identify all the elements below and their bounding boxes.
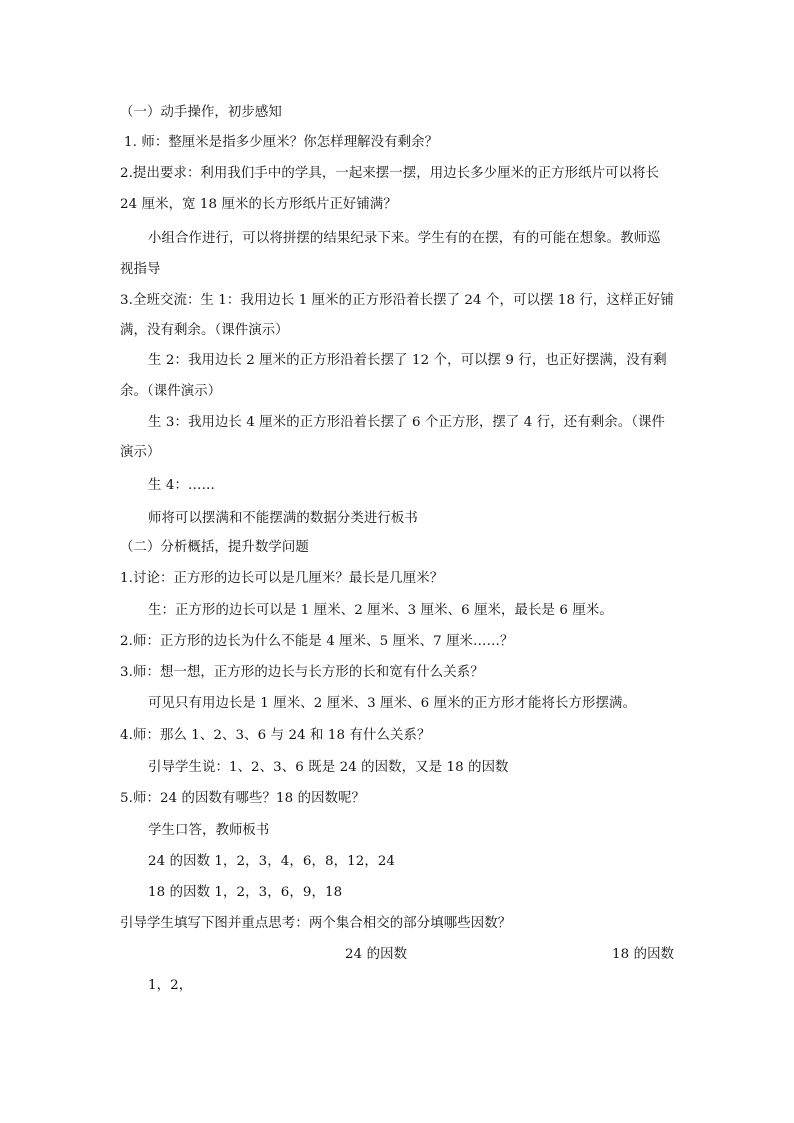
paragraph-line: 演示） xyxy=(120,445,161,460)
paragraph-line: 引导学生填写下图并重点思考：两个集合相交的部分填哪些因数？ xyxy=(120,916,512,931)
paragraph-line: 2.师：正方形的边长为什么不能是 4 厘米、5 厘米、7 厘米……？ xyxy=(120,634,514,649)
paragraph-line: 小组合作进行，可以将拼摆的结果纪录下来。学生有的在摆，有的可能在想象。教师巡 xyxy=(148,231,661,246)
paragraph-line: 2.提出要求：利用我们手中的学具，一起来摆一摆，用边长多少厘米的正方形纸片可以将长 xyxy=(120,166,660,181)
factors-24-line: 24 的因数 1，2，3，4，6，8，12，24 xyxy=(148,854,396,869)
paragraph-line: 引导学生说：1、2、3、6 既是 24 的因数，又是 18 的因数 xyxy=(148,760,509,775)
set-label-18: 18 的因数 xyxy=(612,947,675,962)
paragraph-line: 生 2：我用边长 2 厘米的正方形沿着长摆了 12 个，可以摆 9 行，也正好摆满，没有剩 xyxy=(148,353,667,368)
set-label-24: 24 的因数 xyxy=(345,947,408,962)
paragraph-line: 满，没有剩余。（课件演示） xyxy=(120,323,289,338)
paragraph-line: 视指导 xyxy=(120,262,161,277)
section-heading-2: （二）分析概括，提升数学问题 xyxy=(120,540,309,555)
paragraph-line: 生 4：…… xyxy=(148,478,215,493)
section-heading-1: （一）动手操作，初步感知 xyxy=(120,105,282,120)
paragraph-line: 师将可以摆满和不能摆满的数据分类进行板书 xyxy=(148,511,418,526)
paragraph-line: 余。（课件演示） xyxy=(120,384,222,399)
paragraph-line: 学生口答，教师板书 xyxy=(148,823,270,838)
paragraph-line: 4.师：那么 1、2、3、6 与 24 和 18 有什么关系？ xyxy=(120,728,431,743)
paragraph-line: 1.讨论：正方形的边长可以是几厘米？最长是几厘米？ xyxy=(120,571,444,586)
paragraph-line: 5.师：24 的因数有哪些？18 的因数呢？ xyxy=(120,791,366,806)
paragraph-line: 3.师：想一想，正方形的边长与长方形的长和宽有什么关系？ xyxy=(120,665,484,680)
paragraph-line: 生：正方形的边长可以是 1 厘米、2 厘米、3 厘米、6 厘米，最长是 6 厘米。 xyxy=(148,603,613,618)
paragraph-line: 生 3：我用边长 4 厘米的正方形沿着长摆了 6 个正方形，摆了 4 行，还有剩余。（课件 xyxy=(148,415,665,430)
paragraph-line: 可见只有用边长是 1 厘米、2 厘米、3 厘米、6 厘米的正方形才能将长方形摆满。 xyxy=(148,696,636,711)
paragraph-line: 24 厘米，宽 18 厘米的长方形纸片正好铺满？ xyxy=(120,197,397,212)
paragraph-line: 3.全班交流：生 1：我用边长 1 厘米的正方形沿着长摆了 24 个，可以摆 18 行，这样正好铺 xyxy=(120,293,674,308)
factors-18-line: 18 的因数 1，2，3，6，9，18 xyxy=(148,885,343,900)
paragraph-line: 1. 师：整厘米是指多少厘米？你怎样理解没有剩余？ xyxy=(124,135,439,150)
set-contents: 1，2， xyxy=(148,978,193,993)
